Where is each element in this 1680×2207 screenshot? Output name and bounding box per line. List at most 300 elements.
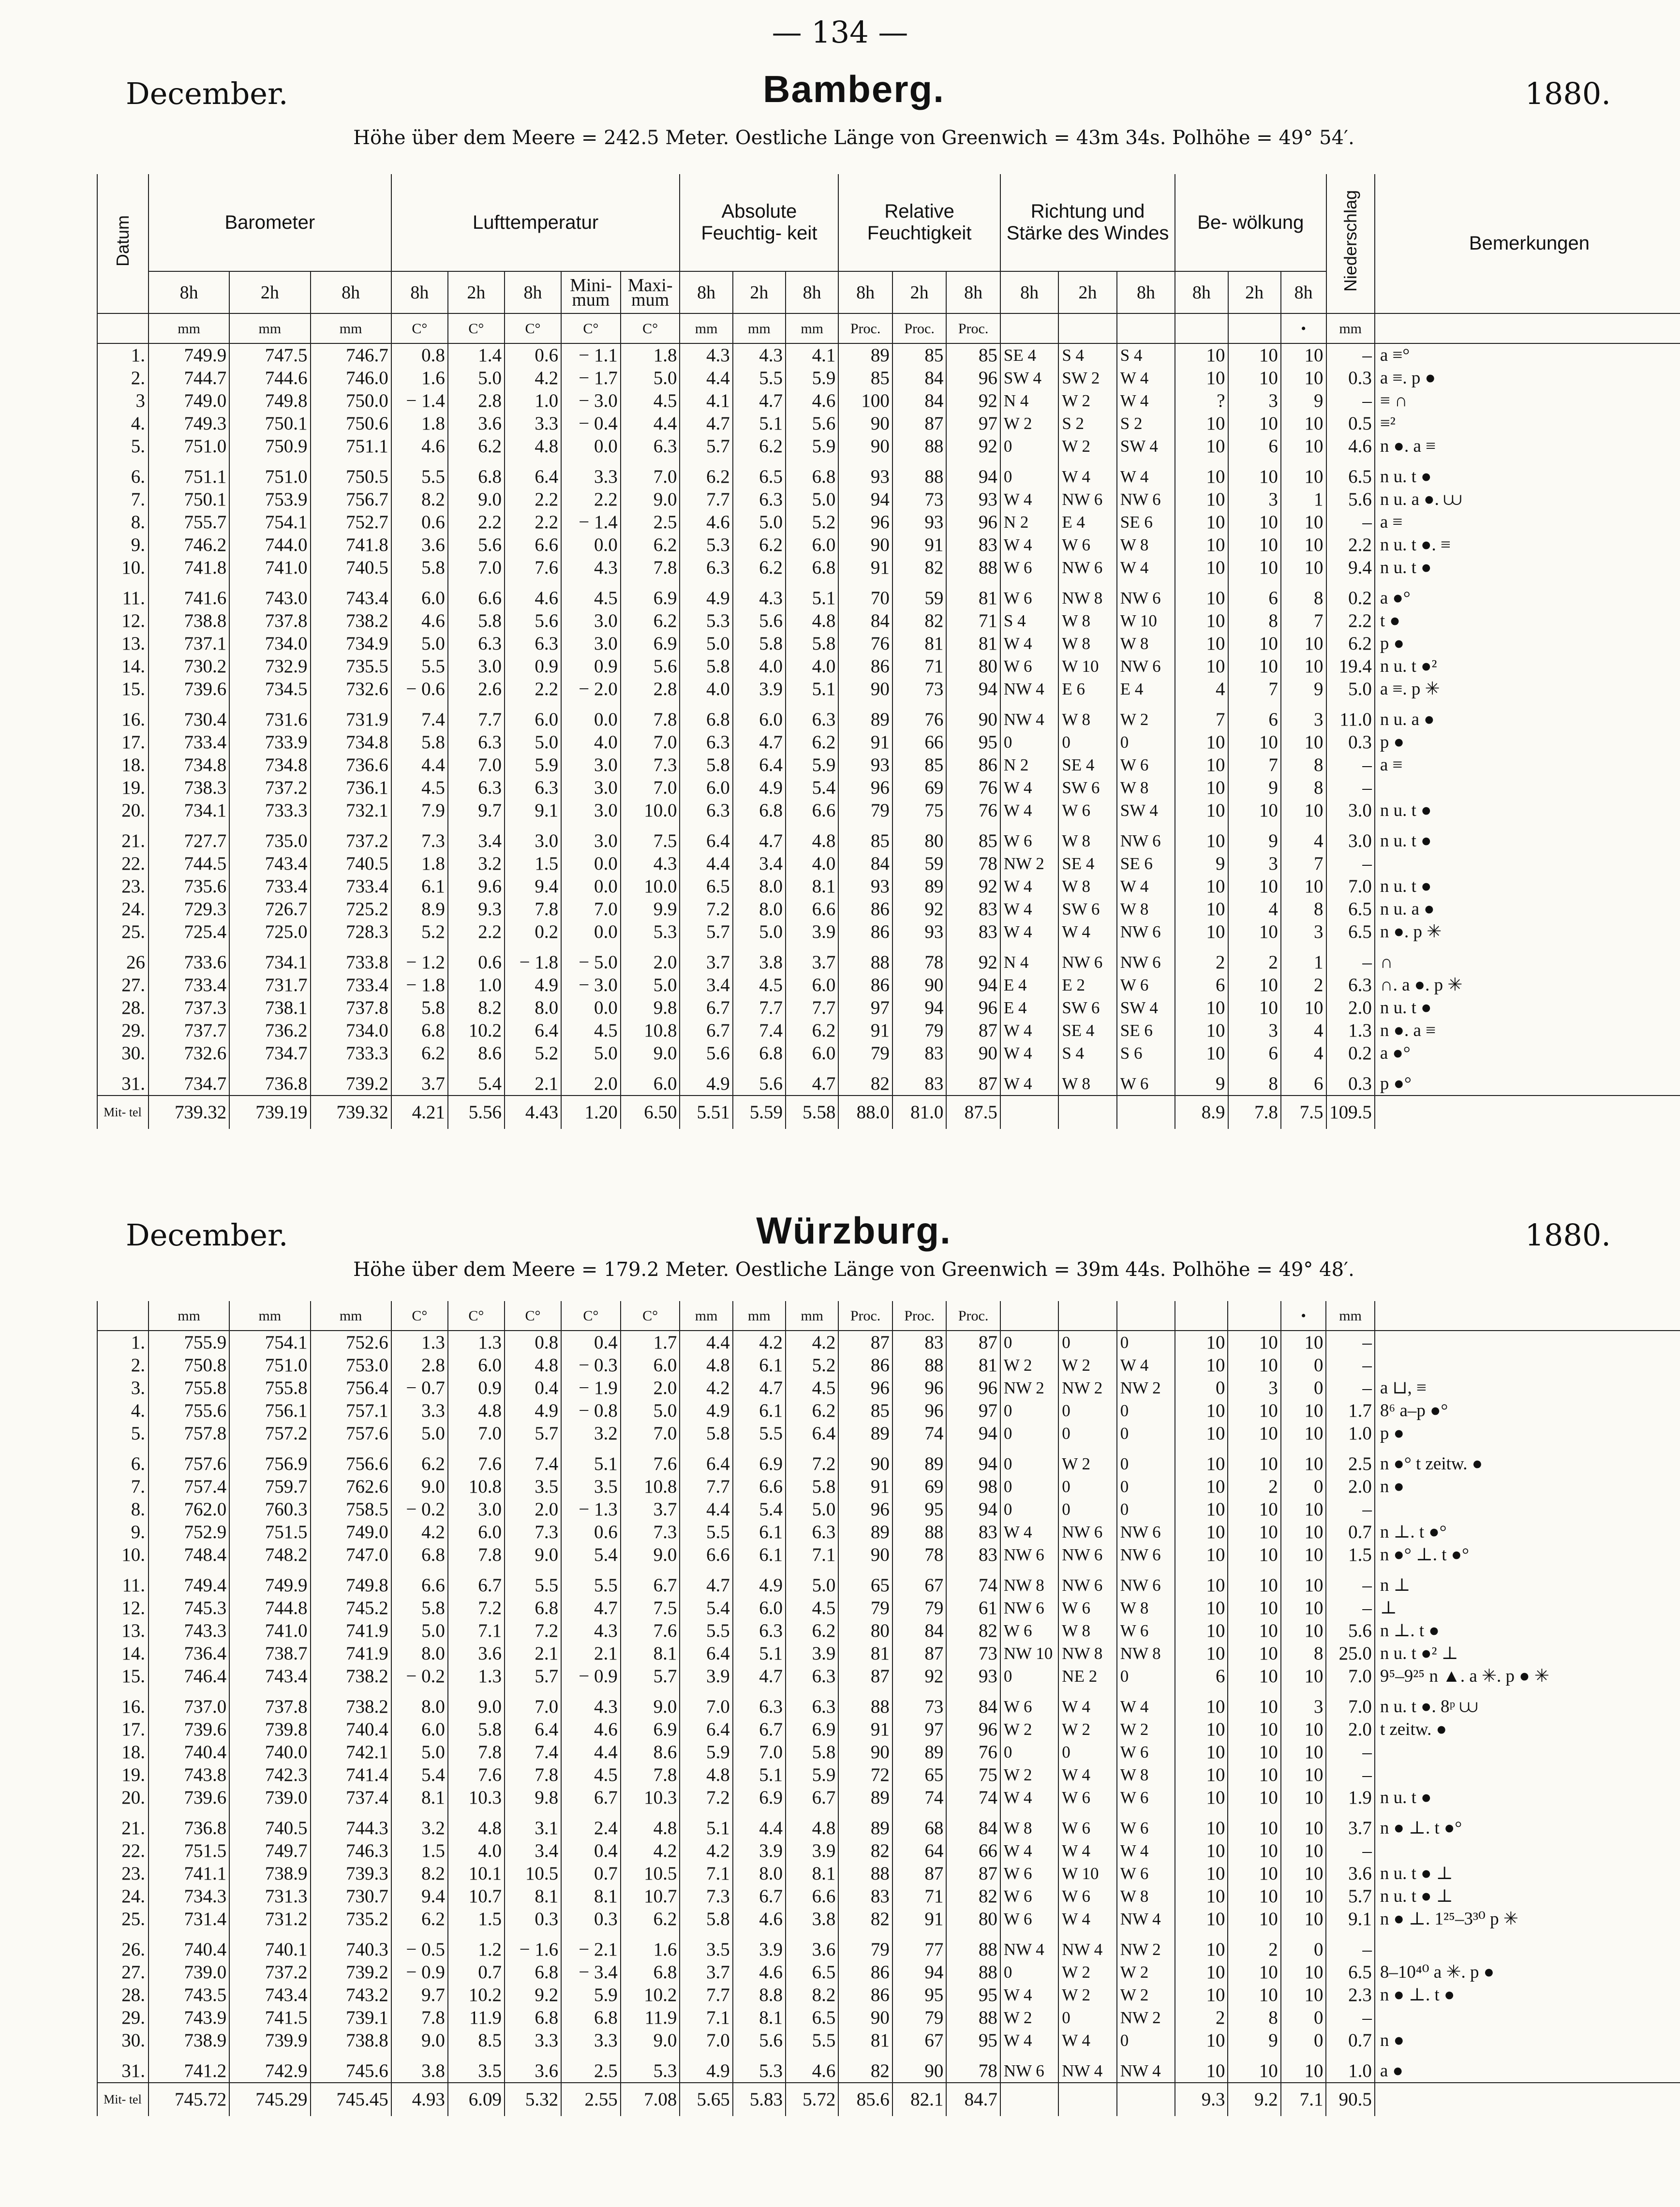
table-row [97, 1019, 1680, 1042]
value-cell: W 6 [1058, 1817, 1116, 1839]
value-cell: 749.8 [229, 389, 310, 412]
value-cell: 6.9 [621, 1718, 680, 1741]
day-cell: 6. [97, 1452, 149, 1475]
gap-cell [1281, 579, 1326, 587]
value-cell: 5.4 [733, 1498, 786, 1521]
gap-cell [1117, 579, 1175, 587]
value-cell: 6.3 [733, 1695, 786, 1718]
day-cell: 18. [97, 754, 149, 776]
mittel-value: 9.2 [1228, 2083, 1280, 2116]
value-cell: 85 [892, 754, 947, 776]
value-cell: 95 [892, 1984, 947, 2006]
value-cell: 9.8 [505, 1786, 561, 1809]
value-cell: 0.3 [1326, 1072, 1375, 1096]
value-cell: 5.7 [1326, 1885, 1374, 1908]
gap-cell [786, 700, 838, 708]
value-cell: 732.6 [311, 678, 391, 700]
value-cell: 4.8 [448, 1817, 505, 1839]
value-cell: 6.0 [680, 776, 732, 799]
value-cell: 7.1 [680, 1862, 732, 1885]
day-cell: 11. [97, 1574, 149, 1597]
value-cell: NW 6 [1117, 488, 1175, 511]
value-cell: 743.4 [229, 1665, 310, 1688]
value-cell: 5.0 [391, 1619, 448, 1642]
value-cell: 0.9 [561, 655, 621, 678]
wuerzburg-table-body [97, 1301, 1680, 2116]
value-cell: 10 [1281, 1422, 1326, 1445]
hdr-8h: 8h [149, 271, 229, 313]
value-cell: 737.0 [149, 1695, 229, 1718]
value-cell: 0.7 [1326, 2029, 1374, 2052]
value-cell: 97 [946, 1399, 1000, 1422]
gap-cell [733, 943, 786, 951]
value-cell: 8.0 [733, 875, 786, 898]
value-cell: 6.0 [786, 533, 838, 556]
value-cell: − 1.8 [505, 951, 561, 974]
value-cell: 4.2 [733, 1331, 786, 1354]
row-gap [97, 1065, 1680, 1072]
gap-cell [229, 579, 310, 587]
gap-cell [1000, 1688, 1058, 1695]
value-cell: 8.1 [391, 1786, 448, 1809]
day-cell: 15. [97, 678, 149, 700]
col-bewoelkung: Be- wölkung [1175, 174, 1326, 271]
value-cell: − 3.0 [561, 974, 621, 996]
value-cell: 5.8 [391, 1597, 448, 1619]
value-cell: 3.9 [733, 1938, 786, 1961]
table-row [97, 465, 1680, 488]
gap-cell [561, 1688, 621, 1695]
value-cell: W 4 [1058, 2029, 1116, 2052]
value-cell: 6.0 [505, 708, 561, 731]
value-cell: 4.4 [680, 1331, 732, 1354]
gap-cell [1281, 1445, 1326, 1452]
value-cell: 6.0 [733, 1597, 786, 1619]
day-cell: 3. [97, 1377, 149, 1399]
value-cell: 10 [1228, 1817, 1280, 1839]
gap-cell [892, 700, 947, 708]
units-cell: mm [149, 313, 229, 343]
gap-cell [1375, 1930, 1680, 1938]
gap-cell [149, 1445, 229, 1452]
gap-cell [786, 1809, 838, 1817]
value-cell: W 6 [1117, 1741, 1175, 1763]
value-cell: 0.0 [561, 875, 621, 898]
value-cell: 734.0 [229, 632, 310, 655]
value-cell: 735.2 [311, 1908, 391, 1930]
value-cell: 10 [1175, 609, 1228, 632]
value-cell: NW 6 [1117, 920, 1175, 943]
value-cell: 9.8 [621, 996, 680, 1019]
value-cell: 5.5 [733, 1422, 786, 1445]
table-row [97, 1665, 1680, 1688]
value-cell: 2.0 [621, 951, 680, 974]
value-cell: 91 [838, 1718, 892, 1741]
value-cell: 6.5 [1326, 898, 1375, 920]
day-cell: 16. [97, 708, 149, 731]
day-cell: 2. [97, 1354, 149, 1377]
value-cell: 4.6 [561, 1718, 621, 1741]
table-row [97, 1817, 1680, 1839]
gap-cell [1375, 1566, 1680, 1574]
gap-cell [149, 1688, 229, 1695]
value-cell: NW 6 [1058, 951, 1116, 974]
value-cell: 740.4 [311, 1718, 391, 1741]
value-cell: 7.5 [621, 1597, 680, 1619]
value-cell: S 4 [1058, 343, 1116, 367]
gap-cell [946, 579, 1000, 587]
value-cell: 10 [1281, 996, 1326, 1019]
value-cell: 5.0 [786, 488, 838, 511]
value-cell: 90 [892, 2059, 947, 2083]
value-cell: 740.4 [149, 1938, 229, 1961]
value-cell: NW 10 [1000, 1642, 1058, 1665]
gap-cell [149, 2052, 229, 2059]
day-cell: 12. [97, 609, 149, 632]
value-cell: 10 [1228, 367, 1281, 389]
value-cell: 5.0 [391, 1422, 448, 1445]
hdr-2h: 2h [733, 271, 786, 313]
gap-cell [97, 1930, 149, 1938]
value-cell: 744.0 [229, 533, 310, 556]
value-cell: 10 [1281, 1597, 1326, 1619]
gap-cell [680, 1445, 732, 1452]
value-cell: 7.0 [1326, 1665, 1374, 1688]
table-row [97, 1938, 1680, 1961]
day-cell: 15. [97, 1665, 149, 1688]
value-cell: 749.0 [149, 389, 229, 412]
value-cell: 10 [1175, 1885, 1228, 1908]
value-cell: 85 [946, 343, 1000, 367]
value-cell: 2.2 [505, 488, 561, 511]
day-cell: 11. [97, 587, 149, 609]
value-cell: 741.8 [149, 556, 229, 579]
value-cell: 8 [1228, 609, 1281, 632]
value-cell: 96 [838, 1498, 892, 1521]
hdr-maximum: Maxi- mum [621, 271, 680, 313]
value-cell: 0.7 [448, 1961, 505, 1984]
value-cell: 10 [1281, 1839, 1326, 1862]
value-cell: 751.1 [149, 465, 229, 488]
value-cell: 756.9 [229, 1452, 310, 1475]
gap-cell [229, 1809, 310, 1817]
value-cell: 8.0 [733, 1862, 786, 1885]
value-cell: W 4 [1000, 1984, 1058, 2006]
value-cell: S 4 [1058, 1042, 1116, 1065]
value-cell: 736.6 [311, 754, 391, 776]
value-cell: 10 [1175, 875, 1228, 898]
gap-cell [946, 1688, 1000, 1695]
gap-cell [838, 2052, 892, 2059]
value-cell: 0.8 [391, 343, 448, 367]
remarks-cell: a ≡° [1375, 343, 1680, 367]
value-cell: 10 [1281, 731, 1326, 754]
gap-cell [1058, 943, 1116, 951]
value-cell: 70 [838, 587, 892, 609]
value-cell: W 2 [1117, 1718, 1175, 1741]
value-cell: – [1326, 1331, 1374, 1354]
units-cell: C° [448, 1301, 505, 1331]
value-cell: 736.8 [149, 1817, 229, 1839]
remarks-cell: a ●° [1375, 1042, 1680, 1065]
value-cell: 3.2 [391, 1817, 448, 1839]
day-cell: 20. [97, 799, 149, 822]
mittel-value: 7.5 [1281, 1096, 1326, 1129]
gap-cell [892, 822, 947, 829]
value-cell: 740.4 [149, 1741, 229, 1763]
remarks-cell: n u. t ● ⊥ [1375, 1862, 1680, 1885]
value-cell: 1.0 [1326, 2059, 1374, 2083]
gap-cell [448, 2052, 505, 2059]
value-cell: 10 [1281, 367, 1326, 389]
value-cell: W 6 [1000, 1695, 1058, 1718]
table-row [97, 920, 1680, 943]
units-cell: C° [505, 1301, 561, 1331]
value-cell: 758.5 [311, 1498, 391, 1521]
value-cell: 6.3 [733, 488, 786, 511]
value-cell: W 10 [1058, 655, 1116, 678]
value-cell: 71 [892, 1885, 947, 1908]
table-row [97, 678, 1680, 700]
value-cell: 2.2 [1326, 533, 1375, 556]
value-cell: 0 [1117, 1475, 1175, 1498]
value-cell: 3.5 [448, 2059, 505, 2083]
value-cell: 0 [1058, 1422, 1116, 1445]
value-cell: − 0.5 [391, 1938, 448, 1961]
value-cell: 756.7 [311, 488, 391, 511]
units-cell [1175, 1301, 1228, 1331]
value-cell: 2.1 [505, 1642, 561, 1665]
value-cell: 741.9 [311, 1619, 391, 1642]
value-cell: 3.9 [786, 1642, 838, 1665]
remarks-cell: n u. t ● [1375, 556, 1680, 579]
value-cell: 3.9 [786, 1839, 838, 1862]
table-row [97, 1718, 1680, 1741]
value-cell: W 8 [1117, 533, 1175, 556]
gap-cell [946, 822, 1000, 829]
gap-cell [448, 1688, 505, 1695]
value-cell: 25.0 [1326, 1642, 1374, 1665]
value-cell: 3.6 [786, 1938, 838, 1961]
value-cell: 2 [1228, 1475, 1280, 1498]
value-cell: 4 [1175, 678, 1228, 700]
value-cell: 0.4 [561, 1331, 621, 1354]
value-cell: 10 [1228, 1695, 1280, 1718]
value-cell: 4.6 [680, 511, 732, 533]
value-cell: 6.6 [391, 1574, 448, 1597]
gap-cell [97, 1445, 149, 1452]
value-cell: 67 [892, 1574, 947, 1597]
value-cell: 59 [892, 852, 947, 875]
value-cell: 733.3 [311, 1042, 391, 1065]
gap-cell [733, 1065, 786, 1072]
value-cell: 83 [892, 1072, 947, 1096]
mittel-value: 7.8 [1228, 1096, 1281, 1129]
value-cell: W 2 [1058, 1718, 1116, 1741]
value-cell: 740.5 [229, 1817, 310, 1839]
value-cell: 6.3 [448, 731, 505, 754]
value-cell: 81 [838, 2029, 892, 2052]
gap-cell [733, 1930, 786, 1938]
value-cell: 760.3 [229, 1498, 310, 1521]
gap-cell [1375, 458, 1680, 465]
value-cell: W 4 [1000, 920, 1058, 943]
value-cell: 0.5 [1326, 412, 1375, 435]
value-cell: 5.0 [448, 367, 505, 389]
gap-cell [561, 822, 621, 829]
value-cell: 10 [1281, 533, 1326, 556]
value-cell: 10 [1175, 533, 1228, 556]
value-cell: 6 [1175, 974, 1228, 996]
value-cell: 2.3 [1326, 1984, 1374, 2006]
value-cell: 10 [1175, 1839, 1228, 1862]
value-cell: 9.0 [621, 1042, 680, 1065]
value-cell: 100 [838, 389, 892, 412]
units-cell [1117, 313, 1175, 343]
value-cell: 731.6 [229, 708, 310, 731]
value-cell: W 8 [1117, 1885, 1175, 1908]
gap-cell [946, 1445, 1000, 1452]
value-cell: 0.6 [561, 1521, 621, 1543]
value-cell: 94 [946, 974, 1000, 996]
value-cell: 5.7 [505, 1422, 561, 1445]
value-cell: 78 [892, 951, 947, 974]
value-cell: 6.5 [733, 465, 786, 488]
value-cell: 10 [1175, 1574, 1228, 1597]
value-cell: 94 [946, 465, 1000, 488]
value-cell: 5.6 [786, 412, 838, 435]
value-cell: 9.2 [505, 1984, 561, 2006]
units-cell: Proc. [838, 313, 892, 343]
value-cell: NW 2 [1117, 1938, 1175, 1961]
value-cell: 738.2 [311, 609, 391, 632]
gap-cell [1058, 1688, 1116, 1695]
day-cell: 23. [97, 1862, 149, 1885]
value-cell: 87 [892, 1642, 947, 1665]
row-gap [97, 1809, 1680, 1817]
value-cell: 5.5 [505, 1574, 561, 1597]
value-cell: 3.8 [786, 1908, 838, 1930]
value-cell: 737.1 [149, 632, 229, 655]
value-cell: 73 [892, 1695, 947, 1718]
value-cell: 83 [946, 1521, 1000, 1543]
value-cell: N 2 [1000, 754, 1058, 776]
gap-cell [1175, 822, 1228, 829]
value-cell: 0 [1000, 731, 1058, 754]
value-cell: 4.7 [680, 1574, 732, 1597]
value-cell: 7.3 [680, 1885, 732, 1908]
gap-cell [448, 579, 505, 587]
value-cell: 10 [1228, 655, 1281, 678]
value-cell: – [1326, 1741, 1374, 1763]
units-cell: C° [621, 313, 680, 343]
value-cell: 10.0 [621, 875, 680, 898]
value-cell: W 4 [1000, 2029, 1058, 2052]
value-cell: 10 [1228, 1399, 1280, 1422]
day-cell: 30. [97, 1042, 149, 1065]
value-cell: 7.5 [621, 829, 680, 852]
wuerzburg-month: December. [126, 1217, 288, 1253]
value-cell: 0 [1117, 2029, 1175, 2052]
table-row [97, 829, 1680, 852]
value-cell: 6.5 [1326, 465, 1375, 488]
value-cell: SE 4 [1058, 1019, 1116, 1042]
gap-cell [1228, 822, 1281, 829]
value-cell: W 4 [1000, 1521, 1058, 1543]
value-cell: 4.8 [680, 1763, 732, 1786]
gap-cell [1117, 458, 1175, 465]
value-cell: − 3.0 [561, 389, 621, 412]
value-cell: 3.1 [505, 1817, 561, 1839]
value-cell: 74 [892, 1786, 947, 1809]
value-cell: 1.0 [1326, 1422, 1374, 1445]
remarks-cell: n ●° ⊥. t ●° [1375, 1543, 1680, 1566]
value-cell: W 6 [1000, 655, 1058, 678]
value-cell: 751.0 [149, 435, 229, 458]
value-cell: 737.8 [229, 1695, 310, 1718]
value-cell: – [1326, 1839, 1374, 1862]
value-cell: 10 [1175, 1597, 1228, 1619]
value-cell: 5.4 [786, 776, 838, 799]
gap-cell [1117, 1930, 1175, 1938]
value-cell: 90 [838, 412, 892, 435]
value-cell: 10 [1175, 1475, 1228, 1498]
value-cell: NW 6 [1117, 587, 1175, 609]
value-cell: 2.8 [391, 1354, 448, 1377]
value-cell: 6.8 [505, 2006, 561, 2029]
value-cell: 7.0 [561, 898, 621, 920]
value-cell: 90 [838, 533, 892, 556]
value-cell: 5.5 [786, 2029, 838, 2052]
value-cell: 9 [1175, 1072, 1228, 1096]
value-cell: 3.6 [505, 2059, 561, 2083]
remarks-cell: n u. a ● [1375, 708, 1680, 731]
value-cell: 740.5 [311, 852, 391, 875]
hdr-2h: 2h [1058, 271, 1116, 313]
gap-cell [892, 1065, 947, 1072]
value-cell: – [1326, 754, 1375, 776]
value-cell: 10.2 [621, 1984, 680, 2006]
value-cell: 10 [1228, 1665, 1280, 1688]
day-cell: 5. [97, 435, 149, 458]
table-row [97, 2006, 1680, 2029]
wuerzburg-header [97, 1200, 1611, 1253]
value-cell: 6.7 [448, 1574, 505, 1597]
value-cell: 1.5 [448, 1908, 505, 1930]
value-cell: – [1326, 389, 1375, 412]
value-cell: 95 [946, 1984, 1000, 2006]
value-cell: 7.4 [733, 1019, 786, 1042]
gap-cell [892, 943, 947, 951]
gap-cell [391, 1065, 448, 1072]
value-cell: 727.7 [149, 829, 229, 852]
value-cell: 92 [946, 389, 1000, 412]
value-cell: 7.2 [680, 1786, 732, 1809]
value-cell: W 2 [1058, 389, 1116, 412]
value-cell: NW 2 [1058, 1377, 1116, 1399]
value-cell: 739.6 [149, 678, 229, 700]
value-cell: 7.7 [680, 488, 732, 511]
gap-cell [838, 458, 892, 465]
value-cell: 79 [838, 1938, 892, 1961]
value-cell: 89 [892, 1741, 947, 1763]
gap-cell [1000, 700, 1058, 708]
value-cell: 6.5 [786, 2006, 838, 2029]
value-cell: 90 [838, 2006, 892, 2029]
value-cell: − 0.2 [391, 1665, 448, 1688]
value-cell: 3.0 [561, 632, 621, 655]
value-cell: 5.9 [680, 1741, 732, 1763]
